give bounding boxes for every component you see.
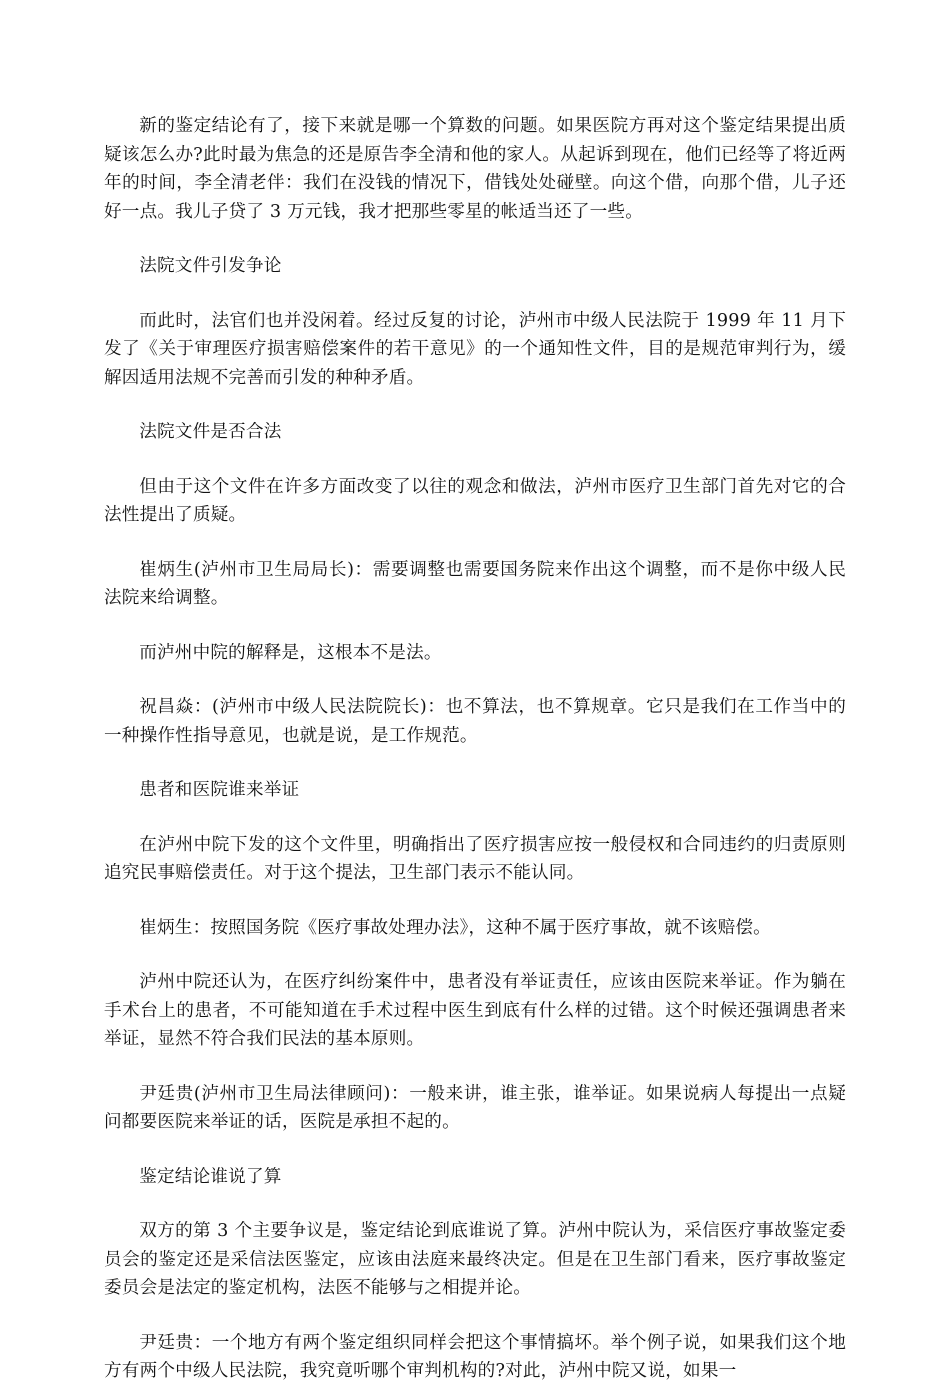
section-heading-court-document-dispute: 法院文件引发争论 bbox=[139, 256, 282, 276]
paragraph-8: 崔炳生：按照国务院《医疗事故处理办法》，这种不属于医疗事故，就不该赔偿。 bbox=[139, 917, 771, 938]
paragraph-10: 尹廷贵(泸州市卫生局法律顾问)：一般来讲，谁主张，谁举证。如果说病人每提出一点疑问都要医院来举证的话，医院是承担不起的。 bbox=[104, 1083, 846, 1132]
paragraph-6: 祝昌焱：(泸州市中级人民法院院长)：也不算法，也不算规章。它只是我们在工作当中的一种操作性指导意见，也就是说，是工作规范。 bbox=[104, 697, 846, 746]
paragraph-1: 新的鉴定结论有了，接下来就是哪一个算数的问题。如果医院方再对这个鉴定结果提出质疑该怎么办?此时最为焦急的还是原告李全清和他的家人。从起诉到现在，他们已经等了将近两年的时间，李全清老伴：我们在没钱的情况下，借钱处处碰壁。向这个借，向那个借，儿子还好一点。我儿子贷了 3 万元钱，我才把那些零星的帐适当还了一些。 bbox=[104, 116, 846, 222]
paragraph-11: 双方的第 3 个主要争议是，鉴定结论到底谁说了算。泸州中院认为，采信医疗事故鉴定委员会的鉴定还是采信法医鉴定，应该由法庭来最终决定。但是在卫生部门看来，医疗事故鉴定委员会是法定的鉴定机构，法医不能够与之相提并论。 bbox=[104, 1221, 846, 1298]
paragraph-7: 在泸州中院下发的这个文件里，明确指出了医疗损害应按一般侵权和合同违约的归责原则追究民事赔偿责任。对于这个提法，卫生部门表示不能认同。 bbox=[104, 834, 846, 883]
paragraph-12: 尹廷贵：一个地方有两个鉴定组织同样会把这个事情搞坏。举个例子说，如果我们这个地方有两个中级人民法院，我究竟听哪个审判机构的?对此，泸州中院又说，如果一 bbox=[104, 1332, 846, 1381]
paragraph-3: 但由于这个文件在许多方面改变了以往的观念和做法，泸州市医疗卫生部门首先对它的合法性提出了质疑。 bbox=[104, 476, 846, 525]
paragraph-4: 崔炳生(泸州市卫生局局长)：需要调整也需要国务院来作出这个调整，而不是你中级人民法院来给调整。 bbox=[104, 559, 846, 608]
paragraph-2: 而此时，法官们也并没闲着。经过反复的讨论，泸州市中级人民法院于 1999 年 11 月下发了《关于审理医疗损害赔偿案件的若干意见》的一个通知性文件，目的是规范审判行为，缓解因适用法规不完善而引发的种种矛盾。 bbox=[104, 310, 846, 388]
section-heading-appraisal-authority: 鉴定结论谁说了算 bbox=[139, 1166, 282, 1187]
section-heading-burden-of-proof: 患者和医院谁来举证 bbox=[139, 780, 300, 800]
section-heading-document-legality: 法院文件是否合法 bbox=[139, 422, 282, 442]
paragraph-5: 而泸州中院的解释是，这根本不是法。 bbox=[139, 642, 442, 663]
paragraph-9: 泸州中院还认为，在医疗纠纷案件中，患者没有举证责任，应该由医院来举证。作为躺在手术台上的患者，不可能知道在手术过程中医生到底有什么样的过错。这个时候还强调患者来举证，显然不符合我们民法的基本原则。 bbox=[104, 972, 846, 1049]
